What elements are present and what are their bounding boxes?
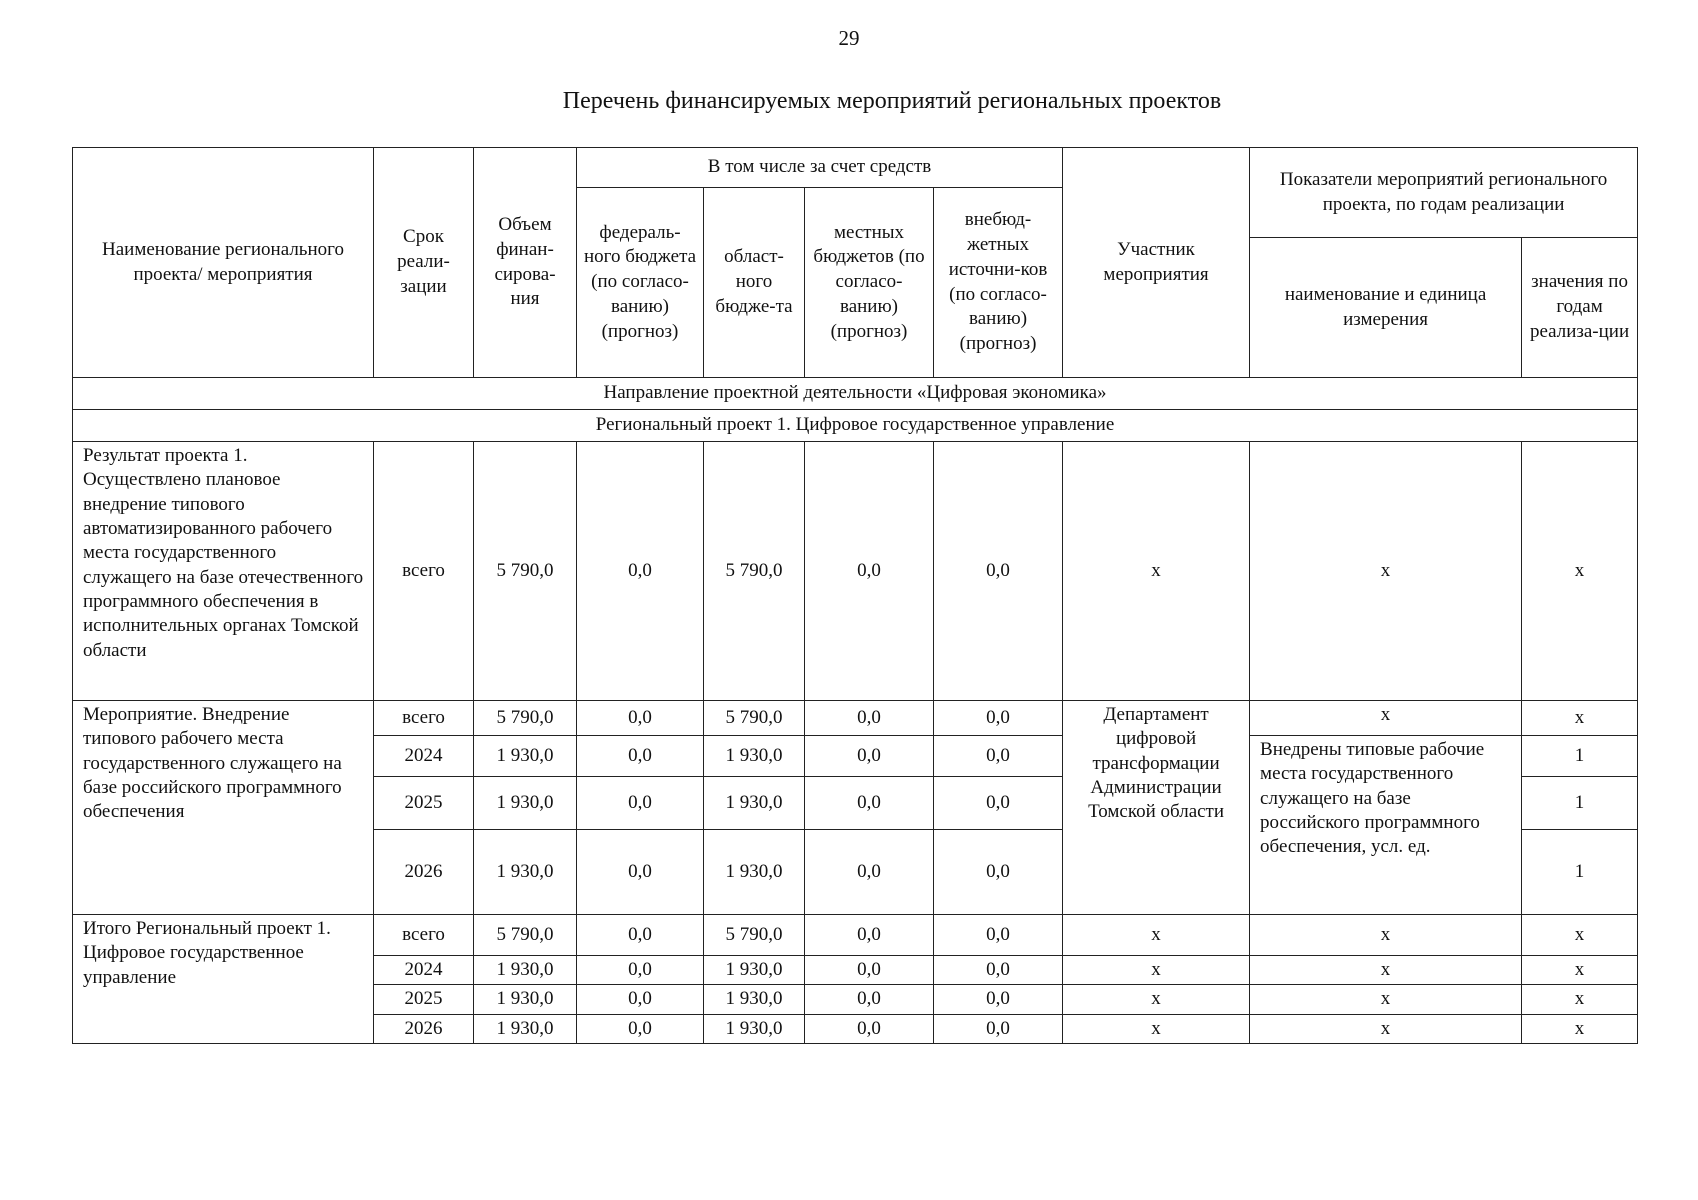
total-volume: 1 930,0	[474, 985, 577, 1014]
header-indicator-values: значения по годам реализа-ции	[1522, 238, 1638, 378]
total-indicator-name: х	[1250, 1014, 1522, 1043]
measure-volume: 1 930,0	[474, 777, 577, 830]
total-regional: 1 930,0	[704, 985, 805, 1014]
measure-period: 2024	[374, 736, 474, 777]
total-name: Итого Региональный проект 1. Цифровое государственное управление	[73, 915, 374, 1044]
measure-local: 0,0	[805, 701, 934, 736]
total-extrabudget: 0,0	[934, 985, 1063, 1014]
measure-federal: 0,0	[577, 736, 704, 777]
header-indicator-name: наименование и единица измерения	[1250, 238, 1522, 378]
total-local: 0,0	[805, 1014, 934, 1043]
page-number: 29	[838, 26, 860, 50]
header-period: Срок реали-зации	[374, 148, 474, 378]
total-extrabudget: 0,0	[934, 1014, 1063, 1043]
project-row	[73, 410, 1638, 442]
measure-regional: 1 930,0	[704, 777, 805, 830]
total-regional: 1 930,0	[704, 956, 805, 985]
total-federal: 0,0	[577, 915, 704, 956]
total-federal: 0,0	[577, 1014, 704, 1043]
header-row-1	[73, 148, 1638, 188]
measure-extrabudget: 0,0	[934, 777, 1063, 830]
total-regional: 5 790,0	[704, 915, 805, 956]
total-participant: х	[1063, 1014, 1250, 1043]
measure-row-total	[73, 701, 1638, 736]
total-indicator-name: х	[1250, 985, 1522, 1014]
header-extrabudget: внебюд-жетных источни-ков (по согласо-ванию) (прогноз)	[934, 188, 1063, 378]
total-local: 0,0	[805, 985, 934, 1014]
measure-indicator-name-total: х	[1250, 701, 1522, 736]
total-period: всего	[374, 915, 474, 956]
header-local: местных бюджетов (по согласо-ванию) (прогноз)	[805, 188, 934, 378]
measure-volume: 1 930,0	[474, 830, 577, 915]
result-indicator-value: х	[1522, 442, 1638, 701]
measure-indicator-value: 1	[1522, 777, 1638, 830]
measure-period: 2025	[374, 777, 474, 830]
project-title: Региональный проект 1. Цифровое государственное управление	[73, 410, 1638, 442]
measure-regional: 1 930,0	[704, 736, 805, 777]
result-local: 0,0	[805, 442, 934, 701]
measure-regional: 1 930,0	[704, 830, 805, 915]
total-participant: х	[1063, 915, 1250, 956]
result-federal: 0,0	[577, 442, 704, 701]
total-local: 0,0	[805, 956, 934, 985]
result-participant: х	[1063, 442, 1250, 701]
total-volume: 1 930,0	[474, 1014, 577, 1043]
measure-participant: Департамент цифровой трансформации Администрации Томской области	[1063, 701, 1250, 915]
header-name: Наименование регионального проекта/ мероприятия	[73, 148, 374, 378]
measure-federal: 0,0	[577, 830, 704, 915]
measure-indicator-value: 1	[1522, 736, 1638, 777]
measure-indicator-value: 1	[1522, 830, 1638, 915]
measure-local: 0,0	[805, 830, 934, 915]
total-volume: 5 790,0	[474, 915, 577, 956]
total-participant: х	[1063, 956, 1250, 985]
measure-extrabudget: 0,0	[934, 736, 1063, 777]
direction-title: Направление проектной деятельности «Цифровая экономика»	[73, 378, 1638, 410]
total-period: 2025	[374, 985, 474, 1014]
measure-volume: 1 930,0	[474, 736, 577, 777]
document-title: Перечень финансируемых мероприятий региональных проектов	[562, 88, 1222, 114]
total-indicator-name: х	[1250, 956, 1522, 985]
measure-extrabudget: 0,0	[934, 830, 1063, 915]
direction-row	[73, 378, 1638, 410]
measure-indicator-name: Внедрены типовые рабочие места государственного служащего на базе российского программного обеспечения, усл. ед.	[1250, 736, 1522, 915]
measure-regional: 5 790,0	[704, 701, 805, 736]
header-participant: Участник мероприятия	[1063, 148, 1250, 378]
header-including: В том числе за счет средств	[577, 148, 1063, 188]
measure-volume: 5 790,0	[474, 701, 577, 736]
measure-federal: 0,0	[577, 777, 704, 830]
result-row	[73, 442, 1638, 701]
total-extrabudget: 0,0	[934, 915, 1063, 956]
measure-period: 2026	[374, 830, 474, 915]
measure-local: 0,0	[805, 777, 934, 830]
total-regional: 1 930,0	[704, 1014, 805, 1043]
result-period: всего	[374, 442, 474, 701]
header-regional: област-ного бюдже-та	[704, 188, 805, 378]
total-period: 2024	[374, 956, 474, 985]
total-local: 0,0	[805, 915, 934, 956]
total-indicator-value: х	[1522, 985, 1638, 1014]
measure-federal: 0,0	[577, 701, 704, 736]
header-indicators: Показатели мероприятий регионального проекта, по годам реализации	[1250, 148, 1638, 238]
total-federal: 0,0	[577, 956, 704, 985]
header-federal: федераль-ного бюджета (по согласо-ванию) (прогноз)	[577, 188, 704, 378]
total-volume: 1 930,0	[474, 956, 577, 985]
measure-indicator-value-total: х	[1522, 701, 1638, 736]
total-indicator-value: х	[1522, 1014, 1638, 1043]
total-federal: 0,0	[577, 985, 704, 1014]
header-volume: Объем финан-сирова-ния	[474, 148, 577, 378]
result-indicator-name: х	[1250, 442, 1522, 701]
total-indicator-name: х	[1250, 915, 1522, 956]
measure-period: всего	[374, 701, 474, 736]
result-regional: 5 790,0	[704, 442, 805, 701]
total-extrabudget: 0,0	[934, 956, 1063, 985]
total-participant: х	[1063, 985, 1250, 1014]
result-volume: 5 790,0	[474, 442, 577, 701]
financing-table	[72, 147, 1638, 1044]
total-indicator-value: х	[1522, 956, 1638, 985]
measure-extrabudget: 0,0	[934, 701, 1063, 736]
total-row-all	[73, 915, 1638, 956]
measure-name: Мероприятие. Внедрение типового рабочего места государственного служащего на базе российского программного обеспечения	[73, 701, 374, 915]
result-extrabudget: 0,0	[934, 442, 1063, 701]
total-period: 2026	[374, 1014, 474, 1043]
result-name: Результат проекта 1. Осуществлено плановое внедрение типового автоматизированного рабочего места государственного служащего на базе отечественного программного обеспечения в исполнительных органах Томской области	[73, 442, 374, 701]
measure-local: 0,0	[805, 736, 934, 777]
total-indicator-value: х	[1522, 915, 1638, 956]
